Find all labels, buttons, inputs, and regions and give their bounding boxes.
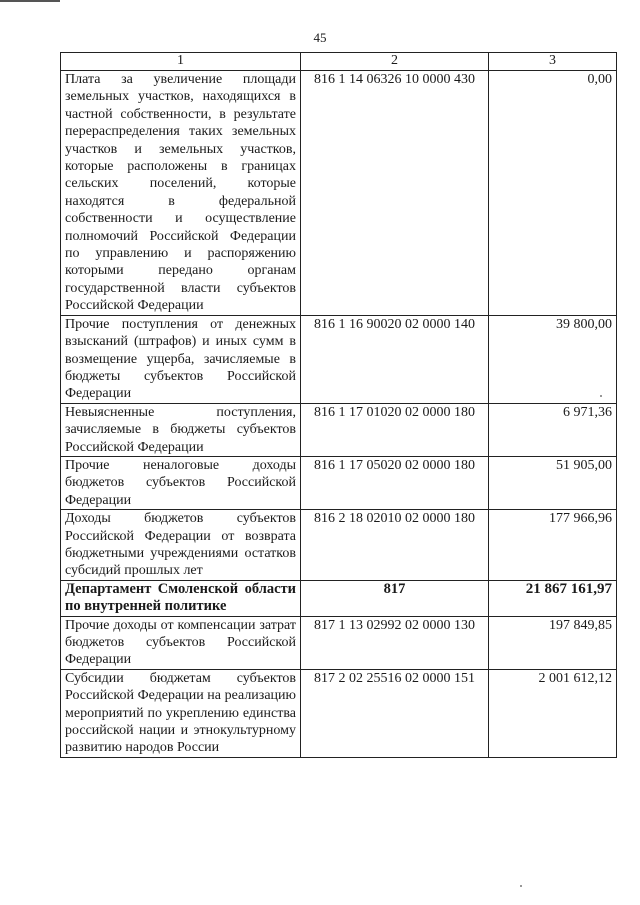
budget-code-cell: 816 1 14 06326 10 0000 430 [301,71,489,316]
amount-cell: 197 849,85 [489,616,617,669]
column-header-2: 2 [301,53,489,71]
scan-edge-mark [0,0,60,2]
revenue-name-cell: Доходы бюджетов субъектов Российской Федерации от возврата бюджетными учреждениями остатков субсидий прошлых лет [61,510,301,581]
budget-code-cell: 816 1 16 90020 02 0000 140 [301,315,489,403]
budget-code-cell: 817 2 02 25516 02 0000 151 [301,669,489,757]
budget-code-cell: 816 1 17 01020 02 0000 180 [301,403,489,456]
scan-speck [520,885,522,887]
table-row [61,510,617,581]
revenue-name-cell: Прочие неналоговые доходы бюджетов субъектов Российской Федерации [61,456,301,509]
table-header-row [61,53,617,71]
amount-cell: 6 971,36 [489,403,617,456]
amount-cell: 51 905,00 [489,456,617,509]
table-row [61,315,617,403]
column-header-1: 1 [61,53,301,71]
budget-code-cell: 816 2 18 02010 02 0000 180 [301,510,489,581]
department-name-cell: Департамент Смоленской области по внутренней политике [61,580,301,616]
table-row [61,71,617,316]
amount-cell: 0,00 [489,71,617,316]
table-row [61,616,617,669]
page-number: 45 [313,30,327,45]
amount-cell: 39 800,00 [489,315,617,403]
amount-cell: 177 966,96 [489,510,617,581]
revenue-name-cell: Субсидии бюджетам субъектов Российской Федерации на реализацию мероприятий по укреплению единства российской нации и этнокультурному развитию народов России [61,669,301,757]
table-row [61,669,617,757]
revenue-name-cell: Прочие поступления от денежных взысканий (штрафов) и иных сумм в возмещение ущерба, зачисляемые в бюджеты субъектов Российской Федерации [61,315,301,403]
budget-code-cell: 817 1 13 02992 02 0000 130 [301,616,489,669]
table-row [61,403,617,456]
budget-code-cell: 816 1 17 05020 02 0000 180 [301,456,489,509]
scan-speck [600,395,602,397]
department-code-cell: 817 [301,580,489,616]
column-header-3: 3 [489,53,617,71]
revenue-name-cell: Прочие доходы от компенсации затрат бюджетов субъектов Российской Федерации [61,616,301,669]
budget-revenue-table [60,52,617,758]
department-row [61,580,617,616]
table-row [61,456,617,509]
revenue-name-cell: Плата за увеличение площади земельных участков, находящихся в частной собственности, в результате перераспределения таких земельных участков и земельных участков, которые расположены в границах сельских поселений, которые находятся в федеральной собственности и осуществление полномочий Российской Федерации по управлению и распоряжению которыми передано органам государственной власти субъектов Российской Федерации [61,71,301,316]
revenue-name-cell: Невыясненные поступления, зачисляемые в бюджеты субъектов Российской Федерации [61,403,301,456]
amount-cell: 2 001 612,12 [489,669,617,757]
department-total-cell: 21 867 161,97 [489,580,617,616]
